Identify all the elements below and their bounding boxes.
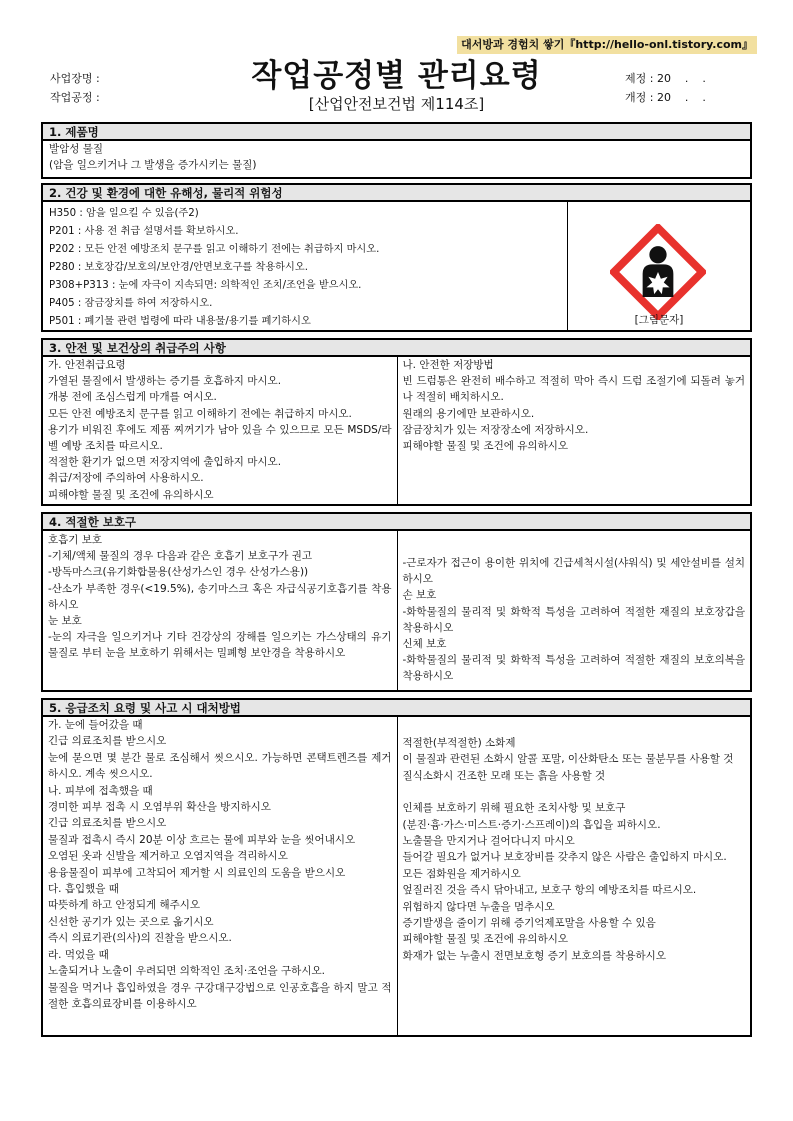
text-line: P501 : 폐기물 관련 법령에 따라 내용물/용기를 폐기하시오: [49, 316, 311, 327]
text-line: P202 : 모든 안전 예방조치 문구를 읽고 이해하기 전에는 취급하지 마시오.: [49, 244, 380, 255]
text-line: 호흡기 보호: [48, 534, 103, 546]
text-line: 원래의 용기에만 보관하시오.: [402, 407, 535, 420]
text-line: 경미한 피부 접촉 시 오염부위 확산을 방지하시오: [48, 801, 271, 814]
section-title: 1. 제품명: [43, 124, 750, 141]
section-title: 3. 안전 및 보건상의 취급주의 사항: [43, 340, 750, 357]
text-line: 취급/저장에 주의하여 사용하시오.: [48, 472, 204, 485]
page-subtitle: [산업안전보건법 제114조]: [308, 95, 485, 113]
section-protective-equipment: [41, 512, 752, 692]
text-line: 빈 드럼통은 완전히 배수하고 적절히 막아 즉시 드럼 조절기에 되돌려 놓거나 적절히 배치하시오.: [402, 375, 745, 404]
text-line: 손 보호: [402, 589, 437, 602]
section-body: [43, 717, 750, 1037]
page-title: 작업공정별 관리요령: [251, 58, 542, 94]
text-line: 발암성 물질: [49, 143, 104, 155]
text-line: 나. 안전한 저장방법: [402, 359, 494, 371]
text-line: 즉시 의료기관(의사)의 진찰을 받으시오.: [48, 932, 232, 945]
text-line: 피해야할 물질 및 조건에 유의하시오: [48, 488, 214, 501]
text-line: 오염된 옷과 신발을 제거하고 오염지역을 격리하시오: [48, 850, 288, 863]
section-handling: [41, 338, 752, 506]
storage-column: [397, 357, 751, 506]
text-line: 노출되거나 노출이 우려되면 의학적인 조치·조언을 구하시오.: [48, 965, 325, 978]
text-line: 다. 흡입했을 때: [48, 883, 119, 896]
revise-date: 개정 : 20 . .: [625, 91, 706, 104]
respiratory-column: [43, 531, 397, 692]
text-line: -눈의 자극을 일으키거나 기타 건강상의 장해를 일으키는 가스상태의 유기물질로 부터 눈을 보호하기 위해서는 밀폐형 보안경을 착용하시오: [48, 631, 392, 660]
text-line: -산소가 부족한 경우(<19.5%), 송기마스크 혹은 자급식공기호흡기를 착용하시오: [48, 582, 392, 611]
text-line: 노출물을 만지거나 걸어다니지 마시오: [402, 835, 575, 848]
text-line: P308+P313 : 눈에 자극이 지속되면: 의학적인 조치/조언을 받으시오.: [49, 280, 362, 291]
text-line: 긴급 의료조치를 받으시오: [48, 735, 167, 748]
pictogram-cell: [567, 202, 750, 330]
text-line: 가열된 물질에서 발생하는 증기를 호흡하지 마시오.: [48, 375, 282, 388]
text-line: -화학물질의 물리적 및 화학적 특성을 고려하여 적절한 재질의 보호의복을 착용하시오: [402, 654, 745, 683]
business-name-label: 사업장명 :: [50, 72, 100, 85]
text-line: 눈에 묻으면 몇 분간 물로 조심해서 씻으시오. 가능하면 콘택트렌즈를 제거하시오. 계속 씻으시오.: [48, 751, 392, 781]
text-line: -방독마스크(유기화합물용(산성가스인 경우 산성가스용)): [48, 566, 309, 579]
text-line: 화재가 없는 누출시 전면보호형 증기 보호의를 착용하시오: [402, 949, 666, 962]
text-line: 따뜻하게 하고 안정되게 해주시오: [48, 899, 201, 912]
text-line: 피해야할 물질 및 조건에 유의하시오: [402, 933, 568, 946]
health-hazard-icon: [610, 224, 706, 320]
text-line: P280 : 보호장갑/보호의/보안경/안면보호구를 착용하시오.: [49, 262, 308, 273]
text-line: 모든 안전 예방조치 문구를 읽고 이해하기 전에는 취급하지 마시오.: [48, 407, 352, 420]
text-line: P405 : 잠금장치를 하여 저장하시오.: [49, 298, 213, 309]
text-line: 적절한(부적절한) 소화제: [402, 737, 516, 749]
section-body: [43, 202, 568, 331]
text-line: 인체를 보호하기 위해 필요한 조치사항 및 보호구: [402, 802, 626, 815]
process-label: 작업공정 :: [50, 91, 100, 104]
text-line: (암을 일으키거나 그 발생을 증가시키는 물질): [49, 158, 257, 171]
text-line: -화학물질의 물리적 및 화학적 특성을 고려하여 적절한 재질의 보호장갑을 착용하시오: [402, 605, 745, 634]
text-line: 위험하지 않다면 누출을 멈추시오: [402, 900, 555, 913]
text-line: 용융물질이 피부에 고착되어 제거할 시 의료인의 도움을 받으시오: [48, 866, 346, 879]
text-line: 질식소화시 건조한 모래 또는 흙을 사용할 것: [402, 769, 606, 782]
text-line: 잠금장치가 있는 저장장소에 저장하시오.: [402, 423, 589, 436]
body-protection-column: [397, 531, 751, 692]
section-hazards: [41, 183, 752, 332]
blog-banner: 대서방과 경험치 쌓기『http://hello-onl.tistory.com』: [457, 36, 757, 54]
section-body: [43, 531, 750, 692]
text-line: 용기가 비워진 후에도 제품 찌꺼기가 남아 있을 수 있으므로 모든 MSDS/라벨 예방 조치를 따르시오.: [48, 423, 392, 453]
handling-column: [43, 357, 397, 506]
text-line: 엎질러진 것을 즉시 닦아내고, 보호구 항의 예방조치를 따르시오.: [402, 884, 697, 897]
text-line: 이 물질과 관련된 소화시 알콜 포말, 이산화탄소 또는 물분무를 사용할 것: [402, 753, 734, 766]
section-title: 2. 건강 및 환경에 대한 유해성, 물리적 위험성: [43, 185, 750, 202]
text-line: 증기발생을 줄이기 위해 증기억제포말을 사용할 수 있음: [402, 917, 656, 930]
section-title: 5. 응급조치 요령 및 사고 시 대처방법: [43, 700, 750, 717]
text-line: 개봉 전에 조심스럽게 마개를 여시오.: [48, 391, 217, 404]
text-line: 물질과 접촉시 즉시 20분 이상 흐르는 물에 피부와 눈을 씻어내시오: [48, 833, 356, 846]
text-line: (분진·흄·가스·미스트·증기·스프레이)의 흡입을 피하시오.: [402, 818, 661, 831]
text-line: -기체/액체 물질의 경우 다음과 같은 호흡기 보호구가 권고: [48, 550, 312, 563]
text-line: 들어갈 필요가 없거나 보호장비를 갖추지 않은 사람은 출입하지 마시오.: [402, 851, 727, 864]
text-line: 적절한 환기가 없으면 저장지역에 출입하지 마시오.: [48, 456, 282, 469]
section-body: [43, 357, 750, 506]
section-body: [43, 141, 750, 173]
section-title: 4. 적절한 보호구: [43, 514, 750, 531]
text-line: 가. 눈에 들어갔을 때: [48, 719, 143, 731]
text-line: 긴급 의료조치를 받으시오: [48, 817, 167, 830]
text-line: -근로자가 접근이 용이한 위치에 긴급세척시설(샤워식) 및 세안설비를 설치하시오: [402, 557, 745, 586]
text-line: 신체 보호: [402, 638, 447, 651]
first-aid-column: [43, 717, 397, 1037]
section-product-name: [41, 122, 752, 179]
text-line: 신선한 공기가 있는 곳으로 옮기시오: [48, 915, 214, 928]
text-line: 가. 안전취급요령: [48, 359, 126, 371]
text-line: 라. 먹었을 때: [48, 948, 109, 961]
firefighting-column: [397, 717, 751, 1037]
enact-date: 제정 : 20 . .: [625, 72, 706, 85]
text-line: 눈 보호: [48, 615, 82, 628]
spacer: [403, 784, 746, 800]
text-line: 물질을 먹거나 흡입하였을 경우 구강대구강법으로 인공호흡을 하지 말고 적절한 호흡의료장비를 이용하시오: [48, 981, 392, 1010]
text-line: H350 : 암을 일으킬 수 있음(주2): [49, 208, 199, 219]
text-line: 나. 피부에 접촉했을 때: [48, 784, 153, 797]
text-line: 모든 점화원을 제거하시오: [402, 867, 521, 880]
text-line: P201 : 사용 전 취급 설명서를 확보하시오.: [49, 226, 239, 237]
section-first-aid: [41, 698, 752, 1037]
text-line: 피해야할 물질 및 조건에 유의하시오: [402, 440, 568, 453]
pictogram-label: [그림문자]: [634, 314, 684, 326]
